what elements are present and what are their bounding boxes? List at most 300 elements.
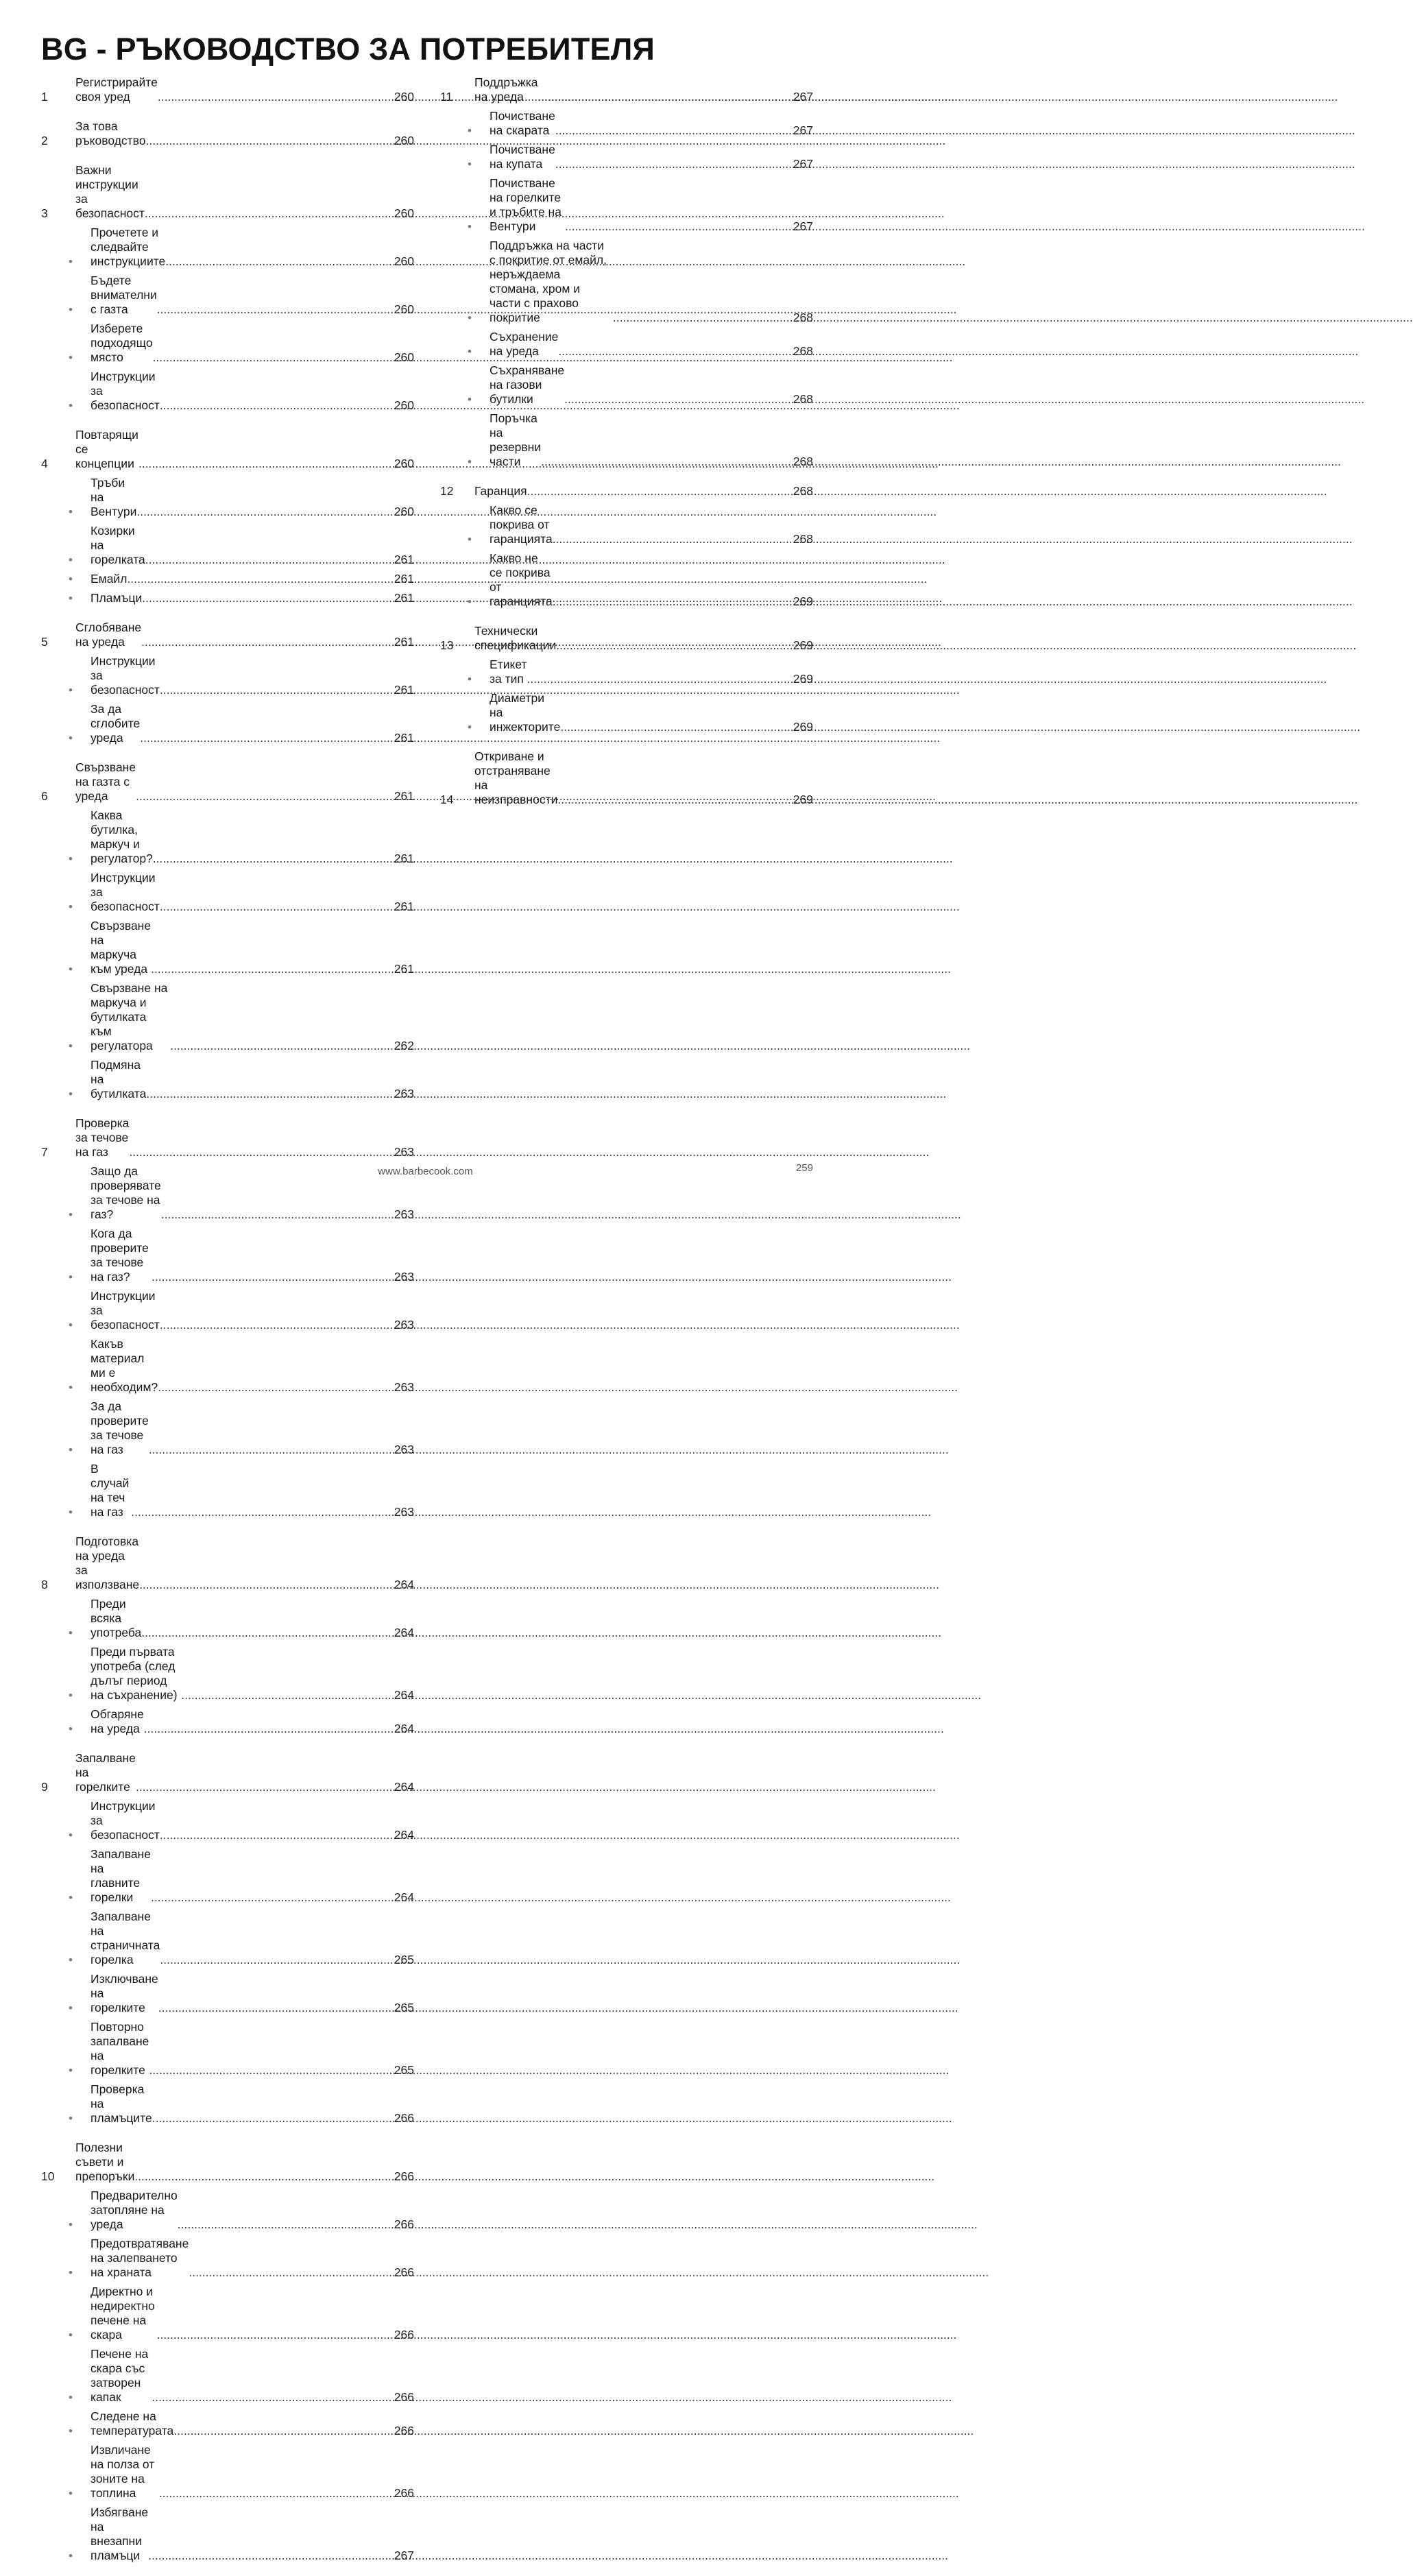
page-ref: 268 (793, 344, 813, 358)
section-title: Проверка за течове на газ (75, 1116, 130, 1159)
page-title: BG - РЪКОВОДСТВО ЗА ПОТРЕБИТЕЛЯ (41, 32, 655, 67)
section-number: 11 (440, 90, 453, 104)
toc-subentry[interactable] (440, 409, 813, 472)
bullet-icon: • (69, 592, 73, 605)
toc-entry[interactable] (440, 747, 813, 810)
toc-subentry[interactable] (41, 1460, 414, 1522)
bullet-icon: • (69, 505, 73, 518)
section-number: 8 (41, 1578, 48, 1591)
entry-label-wrap (75, 1751, 414, 1794)
page-ref: 265 (394, 2001, 414, 2014)
dot-leader (151, 1890, 394, 1905)
section-number: 6 (41, 789, 48, 803)
section-title: Сглобяване на уреда (75, 621, 142, 649)
toc-subentry[interactable] (41, 2283, 414, 2345)
bullet-icon: • (468, 124, 472, 137)
page-ref: 263 (394, 1270, 414, 1284)
entry-label-wrap (75, 119, 414, 148)
dot-leader (151, 962, 394, 976)
dot-leader (558, 344, 792, 359)
page-ref: 267 (394, 2549, 414, 2562)
entry-label-wrap (474, 75, 813, 104)
subsection-title: Директно и недиректно печене на скара (90, 2285, 155, 2342)
toc-entry[interactable] (440, 622, 813, 655)
page-ref: 267 (793, 90, 813, 104)
bullet-icon: • (69, 1506, 73, 1519)
dot-leader (527, 672, 792, 686)
page-ref: 261 (394, 789, 414, 803)
page-ref: 261 (394, 635, 414, 649)
bullet-icon: • (468, 721, 472, 734)
subsection-title: Свързване на маркуча към уреда (90, 919, 152, 976)
page-ref: 260 (394, 457, 414, 470)
toc-entry[interactable] (41, 426, 414, 474)
page-ref: 266 (394, 2328, 414, 2342)
entry-label-wrap (90, 1597, 414, 1640)
entry-label-wrap (490, 239, 813, 325)
entry-label-wrap (75, 1534, 414, 1592)
entry-label-wrap (90, 1289, 414, 1332)
section-title: Важни инструкции за безопасност (75, 163, 145, 220)
section-title: Повтарящи се концепции (75, 428, 138, 470)
dot-leader (129, 1145, 393, 1159)
dot-leader (136, 1780, 394, 1794)
entry-label-wrap (90, 370, 414, 413)
toc-subentry[interactable] (41, 2080, 414, 2128)
page-ref: 260 (394, 302, 414, 316)
entry-label-wrap (90, 226, 414, 269)
subsection-title: Повторно запалване на горелките (90, 2020, 149, 2077)
subsection-title: Свързване на маркуча и бутилката към регулатора (90, 981, 168, 1052)
page-ref: 266 (394, 2169, 414, 2183)
bullet-icon: • (69, 684, 73, 697)
subsection-title: Преди първата употреба (след дълъг период на съхранение) (90, 1645, 178, 1702)
page-ref: 263 (394, 1318, 414, 1332)
subsection-title: Почистване на скарата (490, 109, 555, 137)
toc-subentry[interactable] (440, 501, 813, 549)
page-ref: 268 (793, 484, 813, 498)
bullet-icon: • (69, 553, 73, 566)
dot-leader (158, 90, 394, 104)
toc-entry[interactable] (41, 117, 414, 151)
bullet-icon: • (69, 303, 73, 316)
subsection-title: Какво не се покрива от гаранцията (490, 551, 553, 608)
dot-leader (189, 2265, 393, 2280)
bullet-icon: • (69, 900, 73, 913)
entry-label-wrap (490, 691, 813, 734)
bullet-icon: • (69, 2064, 73, 2077)
section-title: Откриване и отстраняване на неизправности (474, 749, 558, 806)
entry-label-wrap (90, 1972, 414, 2015)
toc-entry[interactable] (41, 618, 414, 652)
dot-leader (560, 720, 792, 734)
subsection-title: Печене на скара със затворен капак (90, 2347, 149, 2404)
toc-subentry[interactable] (41, 589, 414, 608)
bullet-icon: • (69, 963, 73, 976)
subsection-title: Каква бутилка, маркуч и регулатор? (90, 808, 153, 865)
toc-subentry[interactable] (440, 237, 813, 328)
toc-subentry[interactable] (41, 368, 414, 416)
page-ref: 260 (394, 254, 414, 268)
toc-subentry[interactable] (41, 806, 414, 869)
toc-subentry[interactable] (41, 1595, 414, 1643)
section-number: 9 (41, 1780, 48, 1794)
dot-leader (178, 2217, 394, 2232)
footer-url[interactable]: www.barbecook.com (378, 1166, 473, 1177)
entry-label-wrap (90, 1799, 414, 1842)
toc-subentry[interactable] (440, 174, 813, 237)
entry-label-wrap (75, 163, 414, 221)
bullet-icon: • (69, 2328, 73, 2342)
bullet-icon: • (468, 455, 472, 468)
bullet-icon: • (69, 399, 73, 412)
toc-subentry[interactable] (41, 2345, 414, 2407)
dot-leader (613, 311, 793, 325)
toc-subentry[interactable] (440, 655, 813, 689)
section-number: 4 (41, 457, 48, 470)
page-ref: 261 (394, 591, 414, 605)
entry-label-wrap (90, 2237, 414, 2280)
bullet-icon: • (468, 533, 472, 546)
toc-subentry[interactable] (41, 2441, 414, 2503)
bullet-icon: • (69, 2266, 73, 2279)
entry-label-wrap (90, 2347, 414, 2405)
dot-leader (146, 1087, 393, 1101)
subsection-title: Диаметри на инжекторите (490, 691, 561, 734)
dot-leader (165, 254, 394, 269)
toc-subentry[interactable] (41, 522, 414, 570)
toc-subentry[interactable] (41, 1970, 414, 2018)
toc-subentry[interactable] (41, 272, 414, 320)
dot-leader (553, 532, 793, 546)
dot-leader (142, 591, 394, 605)
toc-section (41, 1749, 414, 2128)
section-title: Свързване на газта с уреда (75, 760, 136, 803)
entry-label-wrap (90, 2409, 414, 2438)
dot-leader (153, 852, 394, 866)
bullet-icon: • (468, 345, 472, 358)
section-title: Поддръжка на уреда (474, 75, 538, 104)
page-ref: 261 (394, 962, 414, 976)
page-ref: 263 (394, 1145, 414, 1159)
bullet-icon: • (69, 1039, 73, 1052)
page-ref: 260 (394, 90, 414, 104)
bullet-icon: • (69, 2001, 73, 2014)
entry-label-wrap (90, 1462, 414, 1519)
subsection-title: Кога да проверите за течове на газ? (90, 1227, 149, 1284)
entry-label-wrap (474, 484, 813, 498)
subsection-title: Пламъци (90, 591, 143, 605)
toc-entry[interactable] (41, 1532, 414, 1595)
dot-leader (140, 731, 394, 745)
dot-leader (553, 594, 793, 609)
entry-label-wrap (490, 363, 813, 407)
page-ref: 260 (394, 398, 414, 412)
toc-subentry[interactable] (41, 1225, 414, 1287)
bullet-icon: • (69, 2112, 73, 2125)
bullet-icon: • (468, 220, 472, 233)
dot-leader (138, 457, 394, 471)
page-ref: 264 (394, 1578, 414, 1591)
toc-entry[interactable] (440, 73, 813, 107)
entry-label-wrap (90, 1058, 414, 1101)
bullet-icon: • (69, 1443, 73, 1456)
toc-subentry[interactable] (41, 1397, 414, 1460)
bullet-icon: • (69, 1271, 73, 1284)
subsection-title: Избягване на внезапни пламъци (90, 2505, 149, 2562)
dot-leader (160, 900, 394, 914)
toc-subentry[interactable] (440, 141, 813, 174)
toc-subentry[interactable] (41, 1056, 414, 1104)
entry-label-wrap (75, 75, 414, 104)
subsection-title: Обгаряне на уреда (90, 1707, 144, 1735)
subsection-title: Изберете подходящо място (90, 322, 153, 364)
bullet-icon: • (69, 2487, 73, 2500)
dot-leader (144, 1722, 394, 1736)
subsection-title: Етикет за тип (490, 658, 527, 686)
subsection-title: Инструкции за безопасност (90, 370, 160, 412)
dot-leader (160, 1318, 394, 1332)
subsection-title: Тръби на Вентури (90, 476, 137, 518)
entry-label-wrap (90, 1645, 414, 1702)
subsection-title: Поръчка на резервни части (490, 411, 542, 468)
section-number: 14 (440, 793, 454, 806)
dot-leader (556, 638, 793, 653)
entry-label-wrap (75, 621, 414, 649)
toc-subentry[interactable] (41, 869, 414, 917)
dot-leader (136, 505, 393, 519)
page-ref: 264 (394, 1890, 414, 1904)
toc-entry[interactable] (41, 758, 414, 806)
entry-label-wrap (474, 749, 813, 807)
dot-leader (161, 1207, 394, 1222)
page-ref: 269 (793, 793, 813, 806)
section-number: 3 (41, 206, 48, 220)
section-title: Подготовка на уреда за използване (75, 1534, 140, 1591)
dot-leader (158, 1380, 394, 1395)
dot-leader (152, 2390, 393, 2405)
dot-leader (170, 1039, 394, 1053)
bullet-icon: • (468, 673, 472, 686)
section-title: Технически спецификации (474, 624, 557, 652)
subsection-title: Емайл (90, 572, 128, 586)
entry-label-wrap (75, 2141, 414, 2184)
entry-label-wrap (90, 2443, 414, 2501)
subsection-title: Бъдете внимателни с газта (90, 274, 157, 316)
page-ref: 266 (394, 2111, 414, 2125)
entry-label-wrap (490, 109, 813, 138)
page-ref: 261 (394, 900, 414, 913)
toc-subentry[interactable] (41, 652, 414, 700)
bullet-icon: • (69, 351, 73, 364)
dot-leader (145, 206, 394, 221)
toc-entry[interactable] (41, 1749, 414, 1797)
bullet-icon: • (69, 573, 73, 586)
toc-entry[interactable] (440, 482, 813, 501)
entry-label-wrap (90, 871, 414, 914)
entry-label-wrap (490, 176, 813, 234)
bullet-icon: • (468, 595, 472, 608)
entry-label-wrap (90, 1399, 414, 1457)
dot-leader (131, 1505, 394, 1519)
subsection-title: Запалване на главните горелки (90, 1847, 151, 1904)
toc-subentry[interactable] (41, 2407, 414, 2441)
toc-section (41, 117, 414, 151)
entry-label-wrap (90, 702, 414, 745)
dot-leader (158, 2001, 394, 2015)
toc-entry[interactable] (41, 1114, 414, 1162)
bullet-icon: • (69, 2391, 73, 2404)
toc-subentry[interactable] (41, 2235, 414, 2283)
toc-subentry[interactable] (41, 2018, 414, 2080)
toc-subentry[interactable] (41, 224, 414, 272)
bullet-icon: • (69, 1722, 73, 1735)
toc-section (41, 2139, 414, 2566)
dot-leader (141, 1626, 394, 1640)
dot-leader (527, 484, 793, 498)
dot-leader (149, 2063, 393, 2078)
page-ref: 261 (394, 683, 414, 697)
page-ref: 264 (394, 1780, 414, 1794)
page-ref: 260 (394, 505, 414, 518)
bullet-icon: • (69, 2549, 73, 2562)
entry-label-wrap (75, 760, 414, 804)
page-ref: 269 (793, 720, 813, 734)
toc-section (440, 747, 813, 810)
toc-subentry[interactable] (41, 2187, 414, 2235)
toc-subentry[interactable] (41, 1287, 414, 1335)
entry-label-wrap (474, 624, 813, 653)
subsection-title: Предотвратяване на залепването на храната (90, 2237, 189, 2279)
page-ref: 260 (394, 206, 414, 220)
dot-leader (127, 572, 393, 586)
dot-leader (152, 1270, 394, 1284)
bullet-icon: • (69, 1829, 73, 1842)
subsection-title: За да проверите за течове на газ (90, 1399, 149, 1456)
page-ref: 267 (793, 123, 813, 137)
section-title: Запалване на горелките (75, 1751, 136, 1794)
entry-label-wrap (75, 428, 414, 471)
toc-subentry[interactable] (41, 700, 414, 748)
entry-label-wrap (90, 1847, 414, 1905)
bullet-icon: • (468, 311, 472, 324)
toc-right-column (440, 73, 813, 820)
section-title: Полезни съвети и препоръки (75, 2141, 135, 2183)
dot-leader (160, 1953, 393, 1967)
entry-label-wrap (90, 476, 414, 519)
subsection-title: Поддръжка на части с покритие от емайл, неръждаема стомана, хром и части с прахово покритие (490, 239, 607, 324)
page-ref: 263 (394, 1380, 414, 1394)
entry-label-wrap (90, 654, 414, 697)
bullet-icon: • (69, 1208, 73, 1221)
toc-subentry[interactable] (41, 320, 414, 368)
section-number: 1 (41, 90, 48, 104)
page-ref: 264 (394, 1722, 414, 1735)
dot-leader (565, 219, 793, 234)
toc-subentry[interactable] (41, 1907, 414, 1970)
dot-leader (159, 2486, 394, 2501)
bullet-icon: • (69, 852, 73, 865)
subsection-title: Предварително затопляне на уреда (90, 2189, 178, 2231)
dot-leader (160, 398, 394, 413)
subsection-title: Инструкции за безопасност (90, 1289, 160, 1332)
toc-subentry[interactable] (41, 917, 414, 979)
toc-subentry[interactable] (41, 570, 414, 589)
toc-subentry[interactable] (41, 979, 414, 1056)
toc-subentry[interactable] (440, 689, 813, 737)
section-title: Гаранция (474, 484, 527, 498)
toc-subentry[interactable] (41, 1643, 414, 1705)
dot-leader (145, 553, 394, 567)
bullet-icon: • (69, 1319, 73, 1332)
bullet-icon: • (69, 2424, 73, 2437)
toc-subentry[interactable] (440, 107, 813, 141)
toc-subentry[interactable] (41, 1335, 414, 1397)
toc-entry[interactable] (41, 73, 414, 107)
subsection-title: Какво се покрива от гаранцията (490, 503, 553, 546)
dot-leader (153, 350, 394, 365)
bullet-icon: • (468, 158, 472, 171)
page-ref: 269 (793, 672, 813, 686)
toc-subentry[interactable] (41, 1705, 414, 1739)
toc-subentry[interactable] (440, 361, 813, 409)
subsection-title: Почистване на горелките и тръбите на Вентури (490, 176, 561, 233)
dot-leader (148, 2549, 394, 2563)
dot-leader (564, 392, 793, 407)
dot-leader (555, 123, 793, 138)
page-ref: 268 (793, 311, 813, 324)
toc-section (41, 618, 414, 748)
page-ref: 261 (394, 572, 414, 586)
toc-entry[interactable] (41, 161, 414, 224)
page-ref: 262 (394, 1039, 414, 1052)
entry-label-wrap (90, 2285, 414, 2342)
toc-subentry[interactable] (41, 2503, 414, 2566)
toc-subentry[interactable] (440, 328, 813, 361)
toc-subentry[interactable] (41, 474, 414, 522)
entry-label-wrap (490, 143, 813, 171)
subsection-title: Преди всяка употреба (90, 1597, 142, 1639)
page-ref: 264 (394, 1828, 414, 1842)
entry-label-wrap (490, 411, 813, 469)
toc-subentry[interactable] (41, 1845, 414, 1907)
subsection-title: Инструкции за безопасност (90, 871, 160, 913)
toc-entry[interactable] (41, 2139, 414, 2187)
bullet-icon: • (69, 732, 73, 745)
page-ref: 260 (394, 350, 414, 364)
dot-leader (146, 134, 394, 148)
page-ref: 268 (793, 455, 813, 468)
toc-subentry[interactable] (41, 1797, 414, 1845)
page-ref: 265 (394, 2063, 414, 2077)
dot-leader (149, 1443, 394, 1457)
entry-label-wrap (90, 2189, 414, 2232)
entry-label-wrap (90, 981, 414, 1053)
toc-subentry[interactable] (440, 549, 813, 612)
page-ref: 264 (394, 1626, 414, 1639)
entry-label-wrap (490, 503, 813, 546)
dot-leader (157, 2328, 394, 2342)
page-ref: 261 (394, 731, 414, 745)
section-number: 13 (440, 638, 454, 652)
entry-label-wrap (75, 1116, 414, 1159)
page-ref: 266 (394, 2486, 414, 2500)
subsection-title: Запалване на страничната горелка (90, 1910, 160, 1966)
subsection-title: Почистване на купата (490, 143, 555, 171)
dot-leader (541, 455, 793, 469)
subsection-title: Козирки на горелката (90, 524, 145, 566)
subsection-title: Проверка на пламъците (90, 2082, 152, 2125)
